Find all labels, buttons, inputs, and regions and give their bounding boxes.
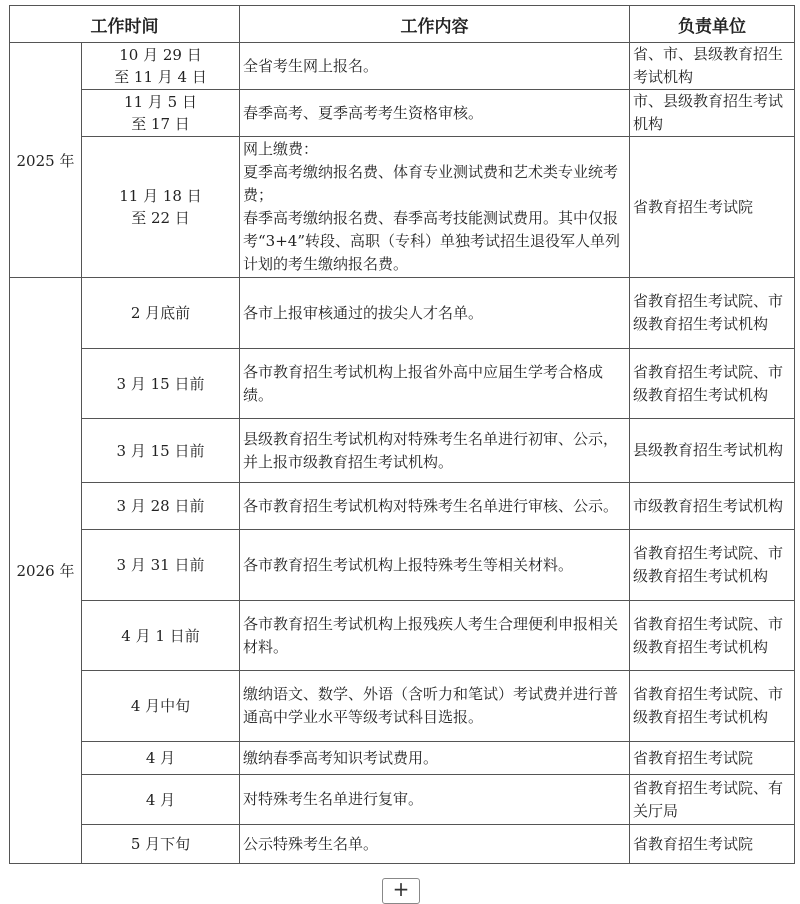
content-cell: 各市教育招生考试机构对特殊考生名单进行审核、公示。: [240, 483, 630, 530]
unit-cell: 省教育招生考试院、有关厅局: [630, 775, 795, 825]
header-content: 工作内容: [240, 6, 630, 43]
content-cell: 春季高考、夏季高考考生资格审核。: [240, 90, 630, 137]
time-cell: 3 月 28 日前: [82, 483, 240, 530]
year-cell-2025: 2025 年: [10, 43, 82, 278]
table-row: [10, 349, 795, 419]
table-row: [10, 90, 795, 137]
table-row: [10, 601, 795, 671]
unit-cell: 省教育招生考试院、市级教育招生考试机构: [630, 601, 795, 671]
zoom-in-button[interactable]: +: [382, 878, 420, 904]
header-time: 工作时间: [10, 6, 240, 43]
time-cell: 11 月 18 日 至 22 日: [82, 137, 240, 278]
unit-cell: 市、县级教育招生考试机构: [630, 90, 795, 137]
time-cell: 3 月 15 日前: [82, 349, 240, 419]
table-row: [10, 825, 795, 864]
time-cell: 4 月: [82, 775, 240, 825]
content-cell: 缴纳语文、数学、外语（含听力和笔试）考试费并进行普通高中学业水平等级考试科目选报。: [240, 671, 630, 742]
table-row: [10, 137, 795, 278]
content-cell: 网上缴费： 夏季高考缴纳报名费、体育专业测试费和艺术类专业统考费； 春季高考缴纳报名费、春季高考技能测试费用。其中仅报考“3+4”转段、高职（专科）单独考试招生退役军人单列计划的考生缴纳报名费。: [240, 137, 630, 278]
content-cell: 各市上报审核通过的拔尖人才名单。: [240, 278, 630, 349]
table-row: [10, 483, 795, 530]
content-cell: 全省考生网上报名。: [240, 43, 630, 90]
content-cell: 缴纳春季高考知识考试费用。: [240, 742, 630, 775]
time-cell: 10 月 29 日 至 11 月 4 日: [82, 43, 240, 90]
unit-cell: 省教育招生考试院: [630, 825, 795, 864]
time-cell: 4 月: [82, 742, 240, 775]
unit-cell: 省教育招生考试院、市级教育招生考试机构: [630, 278, 795, 349]
unit-cell: 市级教育招生考试机构: [630, 483, 795, 530]
header-row: [10, 6, 795, 43]
time-cell: 5 月下旬: [82, 825, 240, 864]
content-cell: 公示特殊考生名单。: [240, 825, 630, 864]
year-cell-2026: 2026 年: [10, 278, 82, 864]
time-cell: 11 月 5 日 至 17 日: [82, 90, 240, 137]
unit-cell: 省教育招生考试院: [630, 742, 795, 775]
table-row: [10, 43, 795, 90]
time-cell: 2 月底前: [82, 278, 240, 349]
header-unit: 负责单位: [630, 6, 795, 43]
time-cell: 4 月 1 日前: [82, 601, 240, 671]
unit-cell: 省、市、县级教育招生考试机构: [630, 43, 795, 90]
table-row: [10, 530, 795, 601]
table-row: [10, 775, 795, 825]
time-cell: 3 月 31 日前: [82, 530, 240, 601]
unit-cell: 省教育招生考试院、市级教育招生考试机构: [630, 530, 795, 601]
table-row: [10, 742, 795, 775]
content-cell: 县级教育招生考试机构对特殊考生名单进行初审、公示，并上报市级教育招生考试机构。: [240, 419, 630, 483]
schedule-table: [9, 5, 795, 864]
time-cell: 3 月 15 日前: [82, 419, 240, 483]
table-row: [10, 419, 795, 483]
unit-cell: 省教育招生考试院、市级教育招生考试机构: [630, 349, 795, 419]
content-cell: 各市教育招生考试机构上报残疾人考生合理便利申报相关材料。: [240, 601, 630, 671]
unit-cell: 省教育招生考试院: [630, 137, 795, 278]
unit-cell: 县级教育招生考试机构: [630, 419, 795, 483]
time-cell: 4 月中旬: [82, 671, 240, 742]
content-cell: 对特殊考生名单进行复审。: [240, 775, 630, 825]
table-row: [10, 671, 795, 742]
table-row: [10, 278, 795, 349]
unit-cell: 省教育招生考试院、市级教育招生考试机构: [630, 671, 795, 742]
content-cell: 各市教育招生考试机构上报省外高中应届生学考合格成绩。: [240, 349, 630, 419]
content-cell: 各市教育招生考试机构上报特殊考生等相关材料。: [240, 530, 630, 601]
